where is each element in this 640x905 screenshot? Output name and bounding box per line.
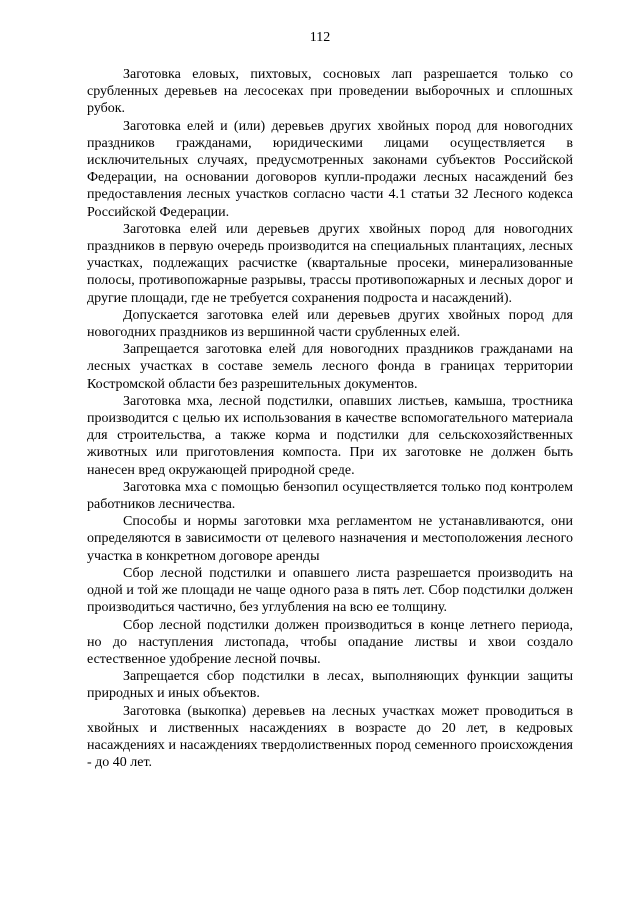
paragraph-tree-tops-allowed: Допускается заготовка елей или деревьев других хвойных пород для новогодних праздников из вершинной части срубленных елей. (87, 307, 573, 341)
page-number: 112 (309, 30, 331, 45)
paragraph-christmas-tree-locations: Заготовка елей или деревьев других хвойных пород для новогодних праздников в первую очередь производится на специальных плантациях, лесных участках, подлежащих расчистке (квартальные просеки, минерализованные полосы, противопожарные разрывы, трассы противопожарных и лесных дорог и другие площади, где не требуется сохранения подроста и насаждений). (87, 221, 573, 306)
paragraph-fir-branches: Заготовка еловых, пихтовых, сосновых лап разрешается только со срубленных деревьев на лесосеках при проведении выборочных и сплошных рубок. (87, 67, 573, 117)
paragraph-litter-timing: Сбор лесной подстилки должен производиться в конце летнего периода, но до наступления листопада, чтобы опадание листвы и хвои создало естественное удобрение лесной почвы. (87, 617, 573, 667)
paragraph-litter-frequency: Сбор лесной подстилки и опавшего листа разрешается производить на одной и той же площади не чаще одного раза в пять лет. Сбор подстилки должен производиться частично, без углубления на всю ее толщину. (87, 565, 573, 616)
paragraph-prohibition-without-permits: Запрещается заготовка елей для новогодних праздников гражданами на лесных участках в составе земель лесного фонда в границах территории Костромской области без разрешительных документов. (87, 342, 573, 392)
paragraph-moss-litter-harvest: Заготовка мха, лесной подстилки, опавших листьев, камыша, тростника производится с целью их использования в качестве вспомогательного материала для строительства, а также корма и подстилки для сельскохозяйственных животных или приготовления компоста. При их заготовке не должен быть нанесен вред окружающей природной среде. (87, 393, 573, 478)
paragraph-moss-norms: Способы и нормы заготовки мха регламентом не устанавливаются, они определяются в зависимости от целевого назначения и местоположения лесного участка в конкретном договоре аренды (87, 514, 573, 564)
paragraph-litter-prohibition: Запрещается сбор подстилки в лесах, выполняющих функции защиты природных и иных объектов. (87, 669, 573, 702)
paragraph-christmas-tree-harvest-rules: Заготовка елей и (или) деревьев других хвойных пород для новогодних праздников гражданами, юридическими лицами осуществляется в исключительных случаях, предусмотренных законами субъектов Российской Федерации, на основании договоров купли-продажи лесных насаждений без предоставления лесных участков согласно части 4.1 статьи 32 Лесного кодекса Российской Федерации. (87, 118, 573, 220)
paragraph-moss-chainsaw: Заготовка мха с помощью бензопил осуществляется только под контролем работников лесничества. (87, 479, 573, 513)
document-body (87, 66, 573, 771)
paragraph-tree-digging: Заготовка (выкопка) деревьев на лесных участках может проводиться в хвойных и лиственных насаждениях в возрасте до 20 лет, в кедровых насаждениях и насаждениях твердолиственных пород семенного происхождения - до 40 лет. (87, 703, 573, 771)
